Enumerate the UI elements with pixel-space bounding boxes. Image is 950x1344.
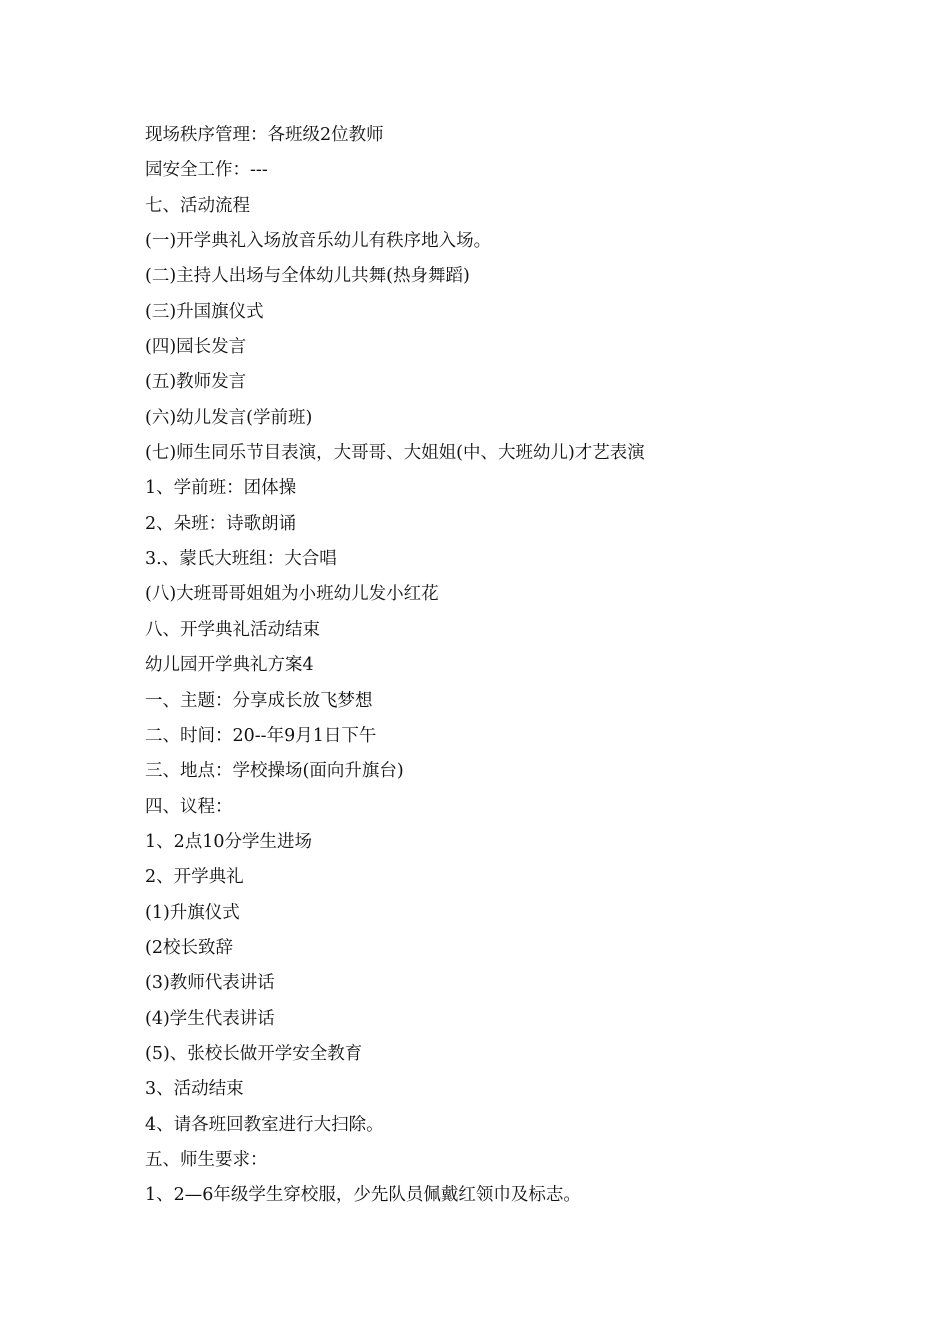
section-heading: 七、活动流程 [145, 195, 250, 216]
text-line: (三)升国旗仪式 [145, 301, 264, 322]
text-line: 1、2点10分学生进场 [145, 831, 313, 852]
text-line: (3)教师代表讲话 [145, 973, 275, 994]
text-line: (八)大班哥哥姐姐为小班幼儿发小红花 [145, 584, 439, 605]
text-line: 3、活动结束 [145, 1079, 244, 1100]
text-line: 1、学前班：团体操 [145, 478, 297, 499]
document-body [145, 118, 865, 1214]
text-line: 2、朵班：诗歌朗诵 [145, 513, 297, 534]
section-heading: 三、地点：学校操场(面向升旗台) [145, 761, 404, 782]
text-line: (一)开学典礼入场放音乐幼儿有秩序地入场。 [145, 231, 492, 252]
text-line: (二)主持人出场与全体幼儿共舞(热身舞蹈) [145, 266, 470, 287]
text-line: (四)园长发言 [145, 337, 247, 358]
text-line: (5)、张校长做开学安全教育 [145, 1043, 363, 1064]
text-line: 园安全工作：--- [145, 160, 268, 181]
text-line: 4、请各班回教室进行大扫除。 [145, 1114, 384, 1135]
text-line: (1)升旗仪式 [145, 902, 240, 923]
text-line: (2校长致辞 [145, 937, 233, 958]
section-heading: 四、议程： [145, 796, 233, 817]
text-line: 现场秩序管理：各班级2位教师 [145, 125, 384, 145]
text-line: 2、开学典礼 [145, 867, 244, 888]
text-line: (六)幼儿发言(学前班) [145, 407, 313, 428]
document-title: 幼儿园开学典礼方案4 [145, 655, 314, 676]
text-line: (五)教师发言 [145, 372, 247, 393]
text-line: (4)学生代表讲话 [145, 1008, 275, 1029]
section-heading: 八、开学典礼活动结束 [145, 619, 320, 640]
section-heading: 一、主题：分享成长放飞梦想 [145, 690, 373, 711]
text-line: 3.、蒙氏大班组：大合唱 [145, 549, 337, 570]
text-line: 1、2—6年级学生穿校服，少先队员佩戴红领巾及标志。 [145, 1185, 581, 1206]
section-heading: 五、师生要求： [145, 1149, 268, 1170]
section-heading: 二、时间：20--年9月1日下午 [145, 725, 377, 746]
text-line: (七)师生同乐节目表演，大哥哥、大姐姐(中、大班幼儿)才艺表演 [145, 443, 645, 464]
